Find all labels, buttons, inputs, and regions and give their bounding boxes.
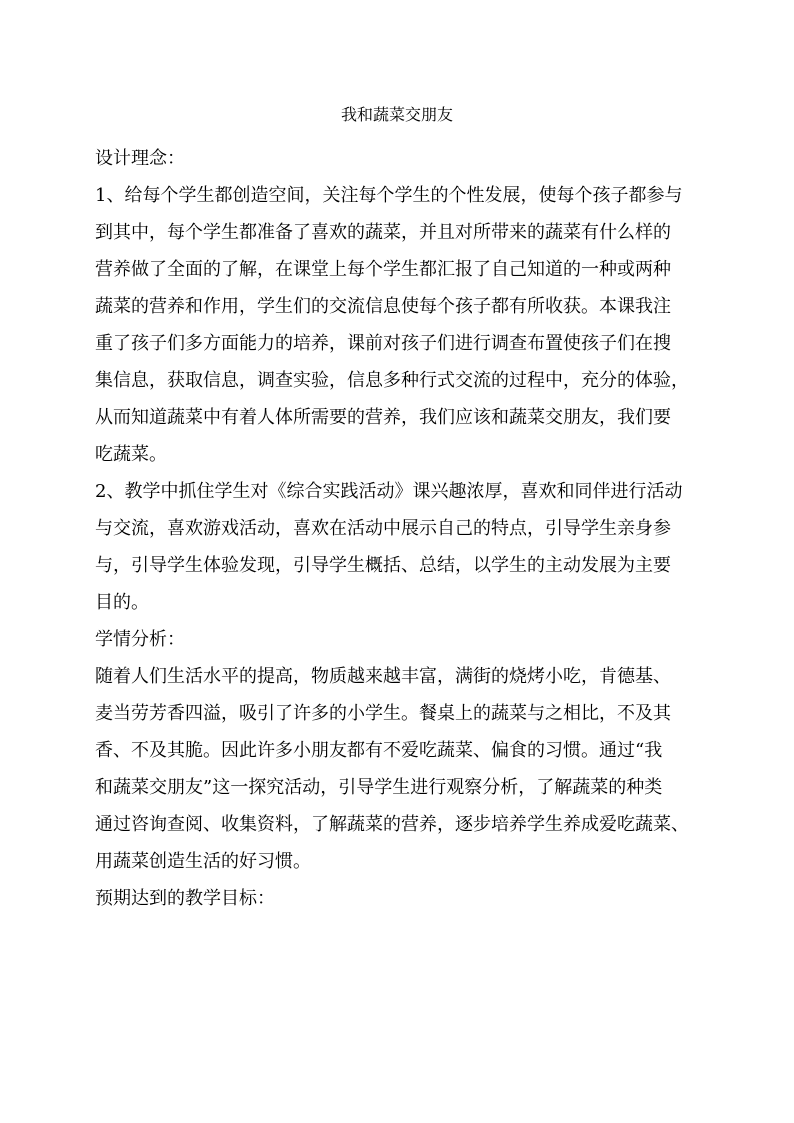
paragraph-design-concept-1 [95,177,715,473]
document-title: 我和蔬菜交朋友 [340,105,453,124]
section-heading-teaching-goals: 预期达到的教学目标： [95,888,275,909]
text-line: 重了孩子们多方面能力的培养，课前对孩子们进行调查布置使孩子们在搜 [95,333,671,354]
text-line: 用蔬菜创造生活的好习惯。 [95,851,311,872]
text-line: 与交流，喜欢游戏活动，喜欢在活动中展示自己的特点，引导学生亲身参 [95,518,671,539]
text-line: 到其中，每个学生都准备了喜欢的蔬菜，并且对所带来的蔬菜有什么样的 [95,222,671,243]
text-line: 吃蔬菜。 [95,444,167,465]
text-line: 2、教学中抓住学生对《综合实践活动》课兴趣浓厚，喜欢和同伴进行活动 [95,481,683,502]
section-heading-design-concept: 设计理念： [95,148,185,169]
section-heading-student-analysis: 学情分析： [95,629,185,650]
text-line: 营养做了全面的了解，在课堂上每个学生都汇报了自己知道的一种或两种 [95,259,671,280]
text-line: 集信息，获取信息，调查实验，信息多种行式交流的过程中，充分的体验， [95,370,689,391]
paragraph-design-concept-2 [95,473,715,621]
text-line: 与，引导学生体验发现，引导学生概括、总结，以学生的主动发展为主要 [95,555,671,576]
text-line: 和蔬菜交朋友”这一探究活动，引导学生进行观察分析，了解蔬菜的种类 [95,777,663,798]
text-line: 通过咨询查阅、收集资料，了解蔬菜的营养，逐步培养学生养成爱吃蔬菜、 [95,814,689,835]
text-line: 香、不及其脆。因此许多小朋友都有不爱吃蔬菜、偏食的习惯。通过“我 [95,740,663,761]
document-body [95,140,715,917]
text-line: 1、给每个学生都创造空间，关注每个学生的个性发展，使每个孩子都参与 [95,185,683,206]
text-line: 蔬菜的营养和作用，学生们的交流信息使每个孩子都有所收获。本课我注 [95,296,671,317]
text-line: 麦当劳芳香四溢，吸引了许多的小学生。餐桌上的蔬菜与之相比，不及其 [95,703,671,724]
text-line: 目的。 [95,592,149,613]
text-line: 随着人们生活水平的提高，物质越来越丰富，满街的烧烤小吃，肯德基、 [95,666,671,687]
text-line: 从而知道蔬菜中有着人体所需要的营养，我们应该和蔬菜交朋友，我们要 [95,407,671,428]
paragraph-student-analysis [95,658,715,880]
